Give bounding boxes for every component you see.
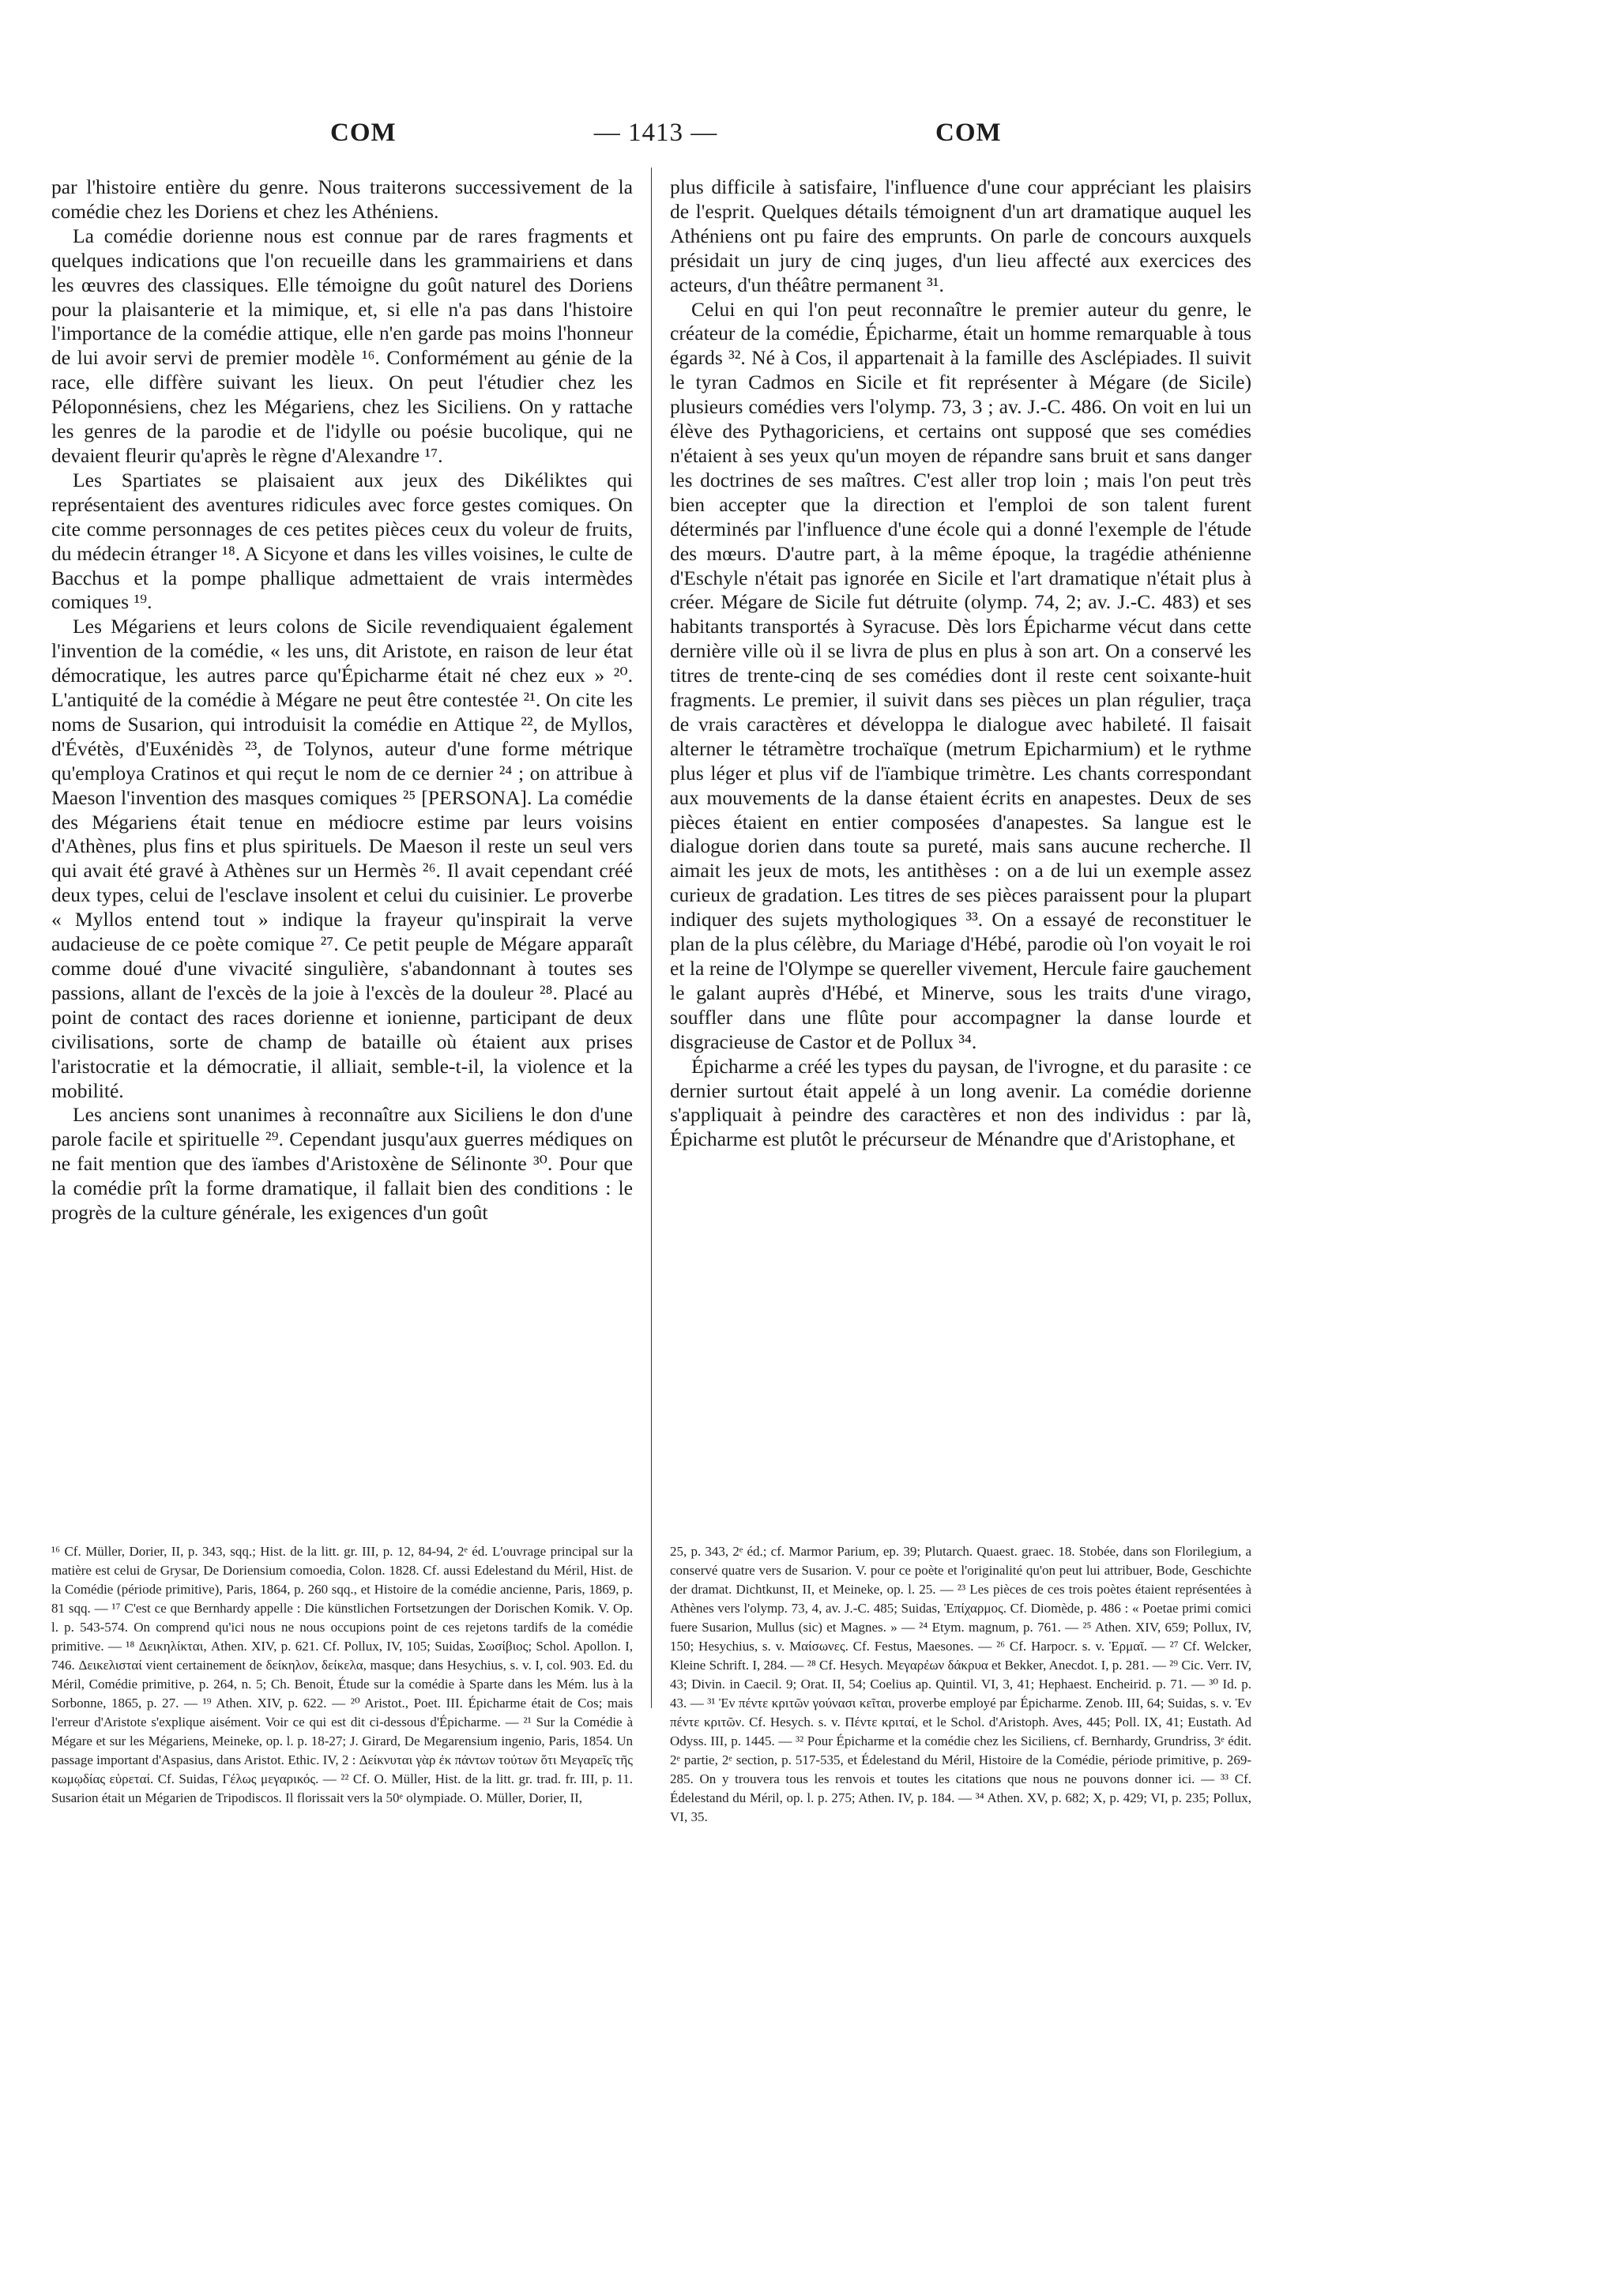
header-right-keyword: COM xyxy=(935,119,1002,147)
footnotes-left xyxy=(51,1542,633,1808)
right-text-column xyxy=(670,175,1251,1152)
paragraph: par l'histoire entière du genre. Nous traiterons successivement de la comédie chez les Doriens et chez les Athéniens. xyxy=(51,175,633,223)
paragraph: plus difficile à satisfaire, l'influence d'une cour appréciant les plaisirs de l'esprit. Quelques détails témoignent d'un art dramatique auquel les Athéniens ont pu faire des emprunts. On parle de concours auxquels présidait un jury de cinq juges, d'un lieu affecté aux exercices des acteurs, d'un théâtre permanent ³¹. xyxy=(670,175,1251,296)
running-header xyxy=(0,119,1618,166)
paragraph: Les Mégariens et leurs colons de Sicile revendiquaient également l'invention de la comédie, « les uns, dit Aristote, en raison de leur état démocratique, les autres parce qu'Épicharme était né chez eux » ²⁰. L'antiquité de la comédie à Mégare ne peut être contestée ²¹. On cite les noms de Susarion, qui introduisit la comédie en Attique ²², de Myllos, d'Évétès, d'Euxénidès ²³, de Tolynos, auteur d'une forme métrique qu'employa Cratinos et qui reçut le nom de ce dernier ²⁴ ; on attribue à Maeson l'invention des masques comiques ²⁵ [PERSONA]. La comédie des Mégariens était tenue en médiocre estime par leurs voisins d'Athènes, plus fins et plus spirituels. De Maeson il reste un seul vers qui avait été gravé à Athènes sur un Hermès ²⁶. Il avait cependant créé deux types, celui de l'esclave insolent et celui du cuisinier. Le proverbe « Myllos entend tout » indique la frayeur qu'inspirait la verve audacieuse de ce poète comique ²⁷. Ce petit peuple de Mégare apparaît comme doué d'une vivacité singulière, s'abandonnant à toutes ses passions, allant de l'excès de la joie à l'excès de la douleur ²⁸. Placé au point de contact des races dorienne et ionienne, participant de deux civilisations, sorte de champ de bataille où étaient aux prises l'aristocratie et la démocratie, il alliait, semble-t-il, la violence et la mobilité. xyxy=(51,615,633,1102)
header-left-keyword: COM xyxy=(330,119,397,147)
left-text-column xyxy=(51,175,633,1225)
footnote-text: 25, p. 343, 2ᵉ éd.; cf. Marmor Parium, ep. 39; Plutarch. Quaest. graec. 18. Stobée, dans son Florilegium, a conservé quatre vers de Susarion. V. pour ce poète et l'originalité qu'on peut lui attribuer, Bode, Geschichte der dramat. Dichtkunst, II, et Meineke, op. l. 25. — ²³ Les pièces de ces trois poètes étaient représentées à Athènes vers l'olymp. 73, 4, av. J.-C. 485; Suidas, Ἐπίχαρμος. Cf. Diomède, p. 486 : « Poetae primi comici fuere Susarion, Mullus (sic) et Magnes. » — ²⁴ Etym. magnum, p. 761. — ²⁵ Athen. XIV, 659; Pollux, IV, 150; Hesychius, s. v. Μαίσωνες. Cf. Festus, Maesones. — ²⁶ Cf. Harpocr. s. v. Ἑρμαῖ. — ²⁷ Cf. Welcker, Kleine Schrift. I, 284. — ²⁸ Cf. Hesych. Μεγαρέων δάκρυα et Bekker, Anecdot. I, p. 281. — ²⁹ Cic. Verr. IV, 43; Divin. in Caecil. 9; Orat. II, 54; Coelius ap. Quintil. VI, 3, 41; Hephaest. Encheirid. p. 71. — ³⁰ Id. p. 43. — ³¹ Ἐν πέντε κριτῶν γούνασι κεῖται, proverbe employé par Épicharme. Zenob. III, 64; Suidas, s. v. Ἐν πέντε κριτῶν. Cf. Hesych. s. v. Πέντε κριταί, et le Schol. d'Aristoph. Aves, 445; Poll. IX, 41; Eustath. Ad Odyss. III, p. 1445. — ³² Pour Épicharme et la comédie chez les Siciliens, cf. Bernhardy, Grundriss, 3ᵉ édit. 2ᵉ partie, 2ᵉ section, p. 517-535, et Édelestand du Méril, Histoire de la Comédie, période primitive, p. 269-285. On y trouvera tous les renvois et toutes les citations que nous ne pouvons donner ici. — ³³ Cf. Édelestand du Méril, op. l. p. 275; Athen. IV, p. 184. — ³⁴ Athen. XV, p. 682; X, p. 429; VI, p. 235; Pollux, VI, 35. xyxy=(670,1544,1251,1824)
footnotes-right xyxy=(670,1542,1251,1827)
column-divider xyxy=(651,167,652,1708)
paragraph: Les Spartiates se plaisaient aux jeux des Dikéliktes qui représentaient des aventures ridicules avec force gestes comiques. On cite comme personnages de ces petites pièces ceux du voleur de fruits, du médecin étranger ¹⁸. A Sicyone et dans les villes voisines, le culte de Bacchus et la pompe phallique admettaient de vrais intermèdes comiques ¹⁹. xyxy=(51,468,633,614)
paragraph: La comédie dorienne nous est connue par de rares fragments et quelques indications que l'on recueille dans les grammairiens et dans les œuvres des classiques. Elle témoigne du goût naturel des Doriens pour la plaisanterie et la mimique, et, si elle n'a pas dans l'histoire l'importance de la comédie attique, elle n'en garde pas moins l'honneur de lui avoir servi de premier modèle ¹⁶. Conformément au génie de la race, elle diffère suivant les lieux. On peut l'étudier chez les Péloponnésiens, chez les Mégariens, chez les Siciliens. On y rattache les genres de la parodie et de l'idylle ou poésie bucolique, qui ne devaient fleurir qu'après le règne d'Alexandre ¹⁷. xyxy=(51,224,633,467)
paragraph: Épicharme a créé les types du paysan, de l'ivrogne, et du parasite : ce dernier surtout était appelé à un long avenir. La comédie dorienne s'appliquait à peindre des caractères et non des individus : par là, Épicharme est plutôt le précurseur de Ménandre que d'Aristophane, et xyxy=(670,1054,1251,1151)
footnote-text: ¹⁶ Cf. Müller, Dorier, II, p. 343, sqq.; Hist. de la litt. gr. III, p. 12, 84-94, 2ᵉ éd. L'ouvrage principal sur la matière est celui de Grysar, De Doriensium comoedia, Colon. 1828. Cf. aussi Edelestand du Méril, Hist. de la Comédie (période primitive), Paris, 1864, p. 260 sqq., et Histoire de la comédie ancienne, Paris, 1869, p. 81 sqq. — ¹⁷ C'est ce que Bernhardy appelle : Die künstlichen Fortsetzungen der Dorischen Komik. V. Op. l. p. 543-574. On comprend qu'ici nous ne nous occupions point de ces rejetons tardifs de la comédie primitive. — ¹⁸ Δεικηλίκται, Athen. XIV, p. 621. Cf. Pollux, IV, 105; Suidas, Σωσίβιος; Schol. Apollon. I, 746. Δεικελισταί vient certainement de δείκηλον, δείκελα, masque; dans Hesychius, s. v. I, col. 903. Ed. du Méril, Comédie primitive, p. 264, n. 5; Ch. Benoit, Étude sur la comédie à Sparte dans les Mém. lus à la Sorbonne, 1865, p. 27. — ¹⁹ Athen. XIV, p. 622. — ²⁰ Aristot., Poet. III. Épicharme était de Cos; mais l'erreur d'Aristote s'explique aisément. Voir ce qui est dit ci-dessous d'Épicharme. — ²¹ Sur la Comédie à Mégare et sur les Mégariens, Meineke, op. l. p. 18-27; J. Girard, De Megarensium ingenio, Paris, 1854. Un passage important d'Aspasius, dans Aristot. Ethic. IV, 2 : Δείκνυται γὰρ ἐκ πάντων τούτων ὅτι Μεγαρεῖς τῆς κωμῳδίας εὑρεταί. Cf. Suidas, Γέλως μεγαρικός. — ²² Cf. O. Müller, Hist. de la litt. gr. trad. fr. III, p. 11. Susarion était un Mégarien de Tripodiscos. Il florissait vers la 50ᵉ olympiade. O. Müller, Dorier, II, xyxy=(51,1544,633,1805)
page-number: — 1413 — xyxy=(593,119,718,147)
paragraph: Celui en qui l'on peut reconnaître le premier auteur du genre, le créateur de la comédie, Épicharme, était un homme remarquable à tous égards ³². Né à Cos, il appartenait à la famille des Asclépiades. Il suivit le tyran Cadmos en Sicile et fit représenter à Mégare (de Sicile) plusieurs comédies vers l'olymp. 73, 3 ; av. J.-C. 486. On voit en lui un élève des Pythagoriciens, et certains ont supposé que ses comédies n'étaient à ses yeux qu'un moyen de répandre sans bruit et sans danger les doctrines de ses maîtres. C'est aller trop loin ; mais l'on peut très bien accepter que la direction et l'emploi de son talent furent déterminés par l'influence d'une école qui a donné l'exemple de l'étude des mœurs. D'autre part, à la même époque, la tragédie athénienne d'Eschyle n'était pas ignorée en Sicile et l'art dramatique n'était plus à créer. Mégare de Sicile fut détruite (olymp. 74, 2; av. J.-C. 483) et ses habitants transportés à Syracuse. Dès lors Épicharme vécut dans cette dernière ville où il se livra de plus en plus à son art. On a conservé les titres de trente-cinq de ses comédies dont il reste cent soixante-huit fragments. Le premier, il suivit dans ses pièces un plan régulier, traça de vrais caractères et développa le dialogue avec habileté. Il faisait alterner le tétramètre trochaïque (metrum Epicharmium) et le rythme plus léger et plus vif de l'ïambique trimètre. Les chants correspondant aux mouvements de la danse étaient écrits en anapestes. Deux de ses pièces étaient en entier composées d'anapestes. Sa langue est le dialogue dorien dans toute sa pureté, mais sans aucune recherche. Il aimait les jeux de mots, les antithèses : on a de lui un exemple assez curieux de gradation. Les titres de ses pièces paraissent pour la plupart indiquer des sujets mythologiques ³³. On a essayé de reconstituer le plan de la plus célèbre, du Mariage d'Hébé, parodie où l'on voyait le roi et la reine de l'Olympe se quereller vivement, Hercule faire gauchement le galant auprès d'Hébé, et Minerve, sous les traits d'une virago, souffler dans une flûte pour accompagner la danse lourde et disgracieuse de Castor et de Pollux ³⁴. xyxy=(670,297,1251,1053)
paragraph: Les anciens sont unanimes à reconnaître aux Siciliens le don d'une parole facile et spirituelle ²⁹. Cependant jusqu'aux guerres médiques on ne fait mention que des ïambes d'Aristoxène de Sélinonte ³⁰. Pour que la comédie prît la forme dramatique, il fallait bien des conditions : le progrès de la culture générale, les exigences d'un goût xyxy=(51,1103,633,1225)
